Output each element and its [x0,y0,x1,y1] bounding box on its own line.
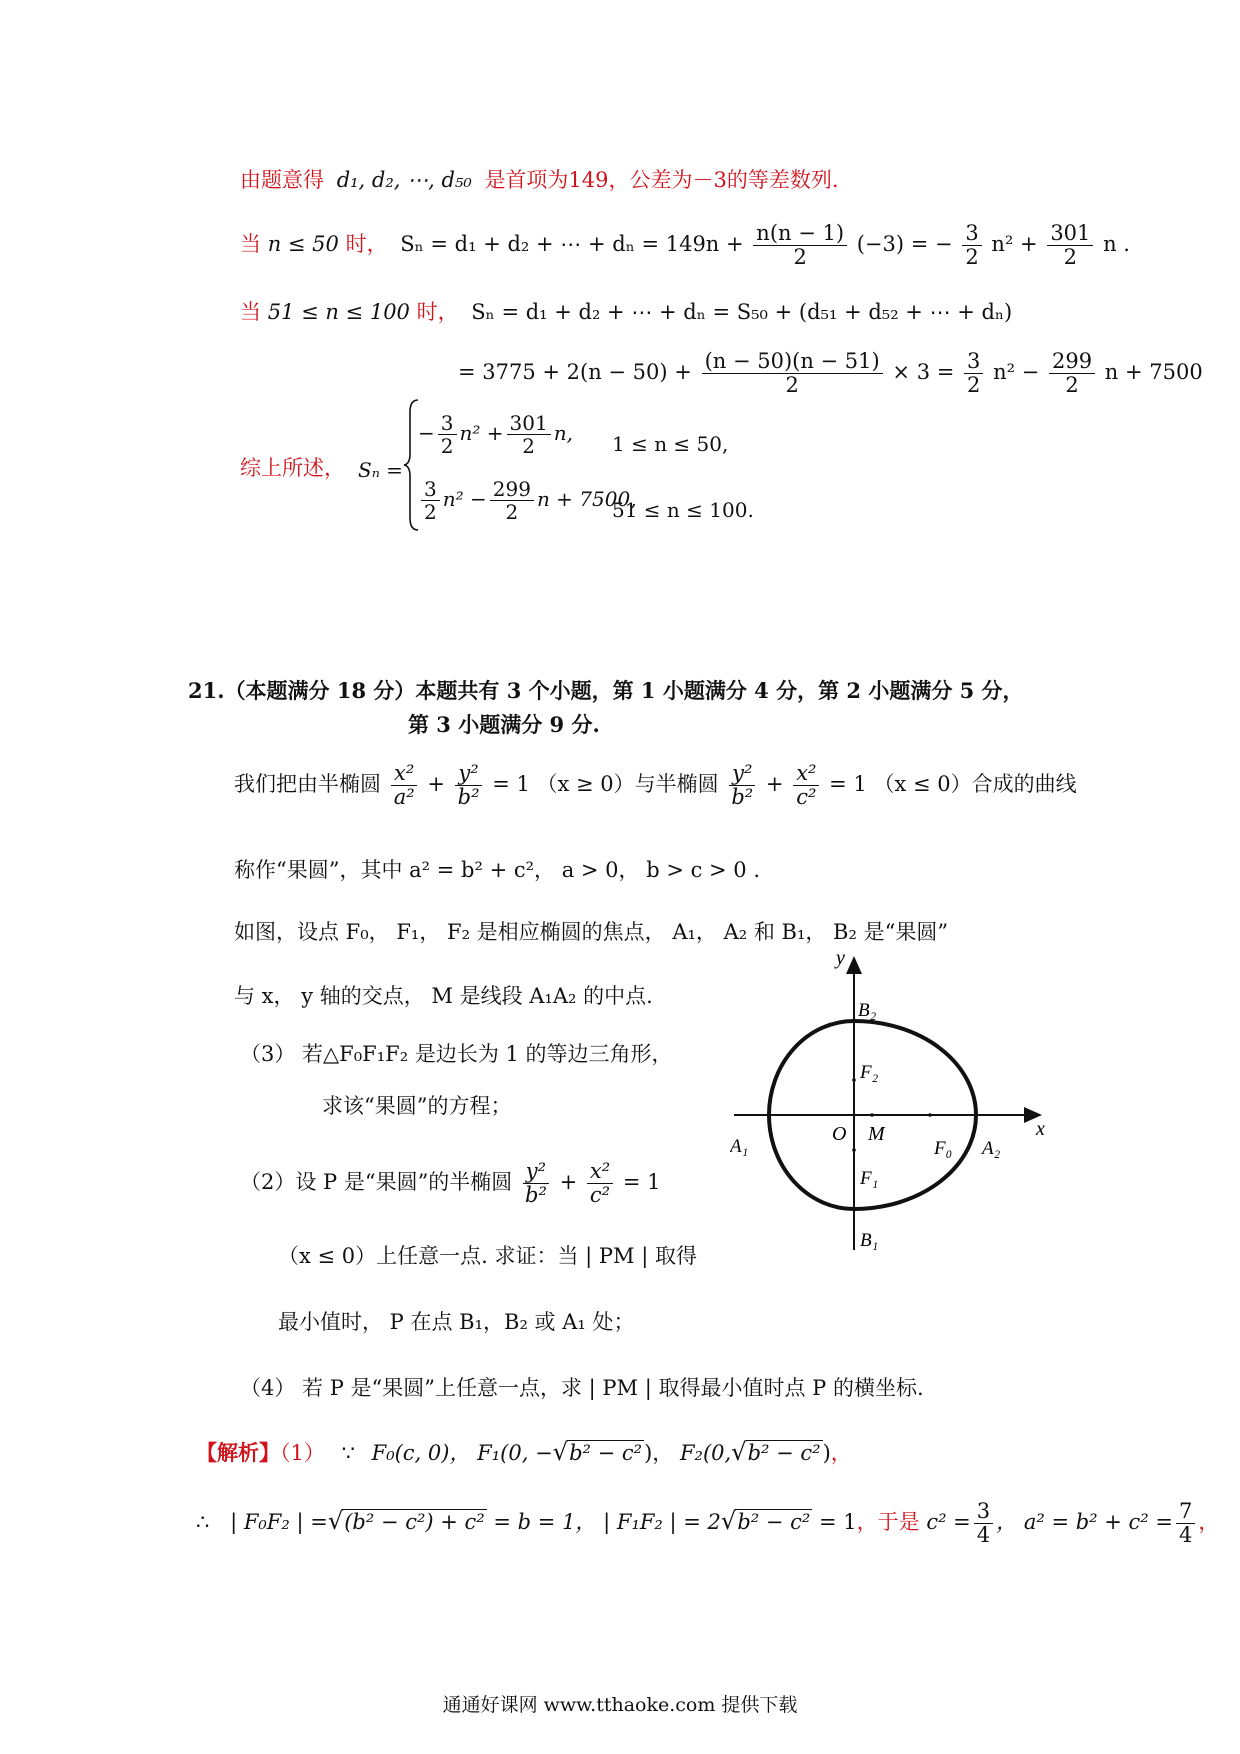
f2-post: ) [822,1441,831,1465]
text: = 1 （x ≥ 0）与半椭圆 [492,772,719,797]
num: x² [587,1160,613,1184]
intro-line [234,762,1077,809]
num: 301 [1047,222,1093,246]
text-prefix: 由题意得 [240,168,324,192]
text-time: 时， [416,300,459,324]
frac-299-2 [1049,350,1095,397]
label-a1: A₁ [730,1136,749,1157]
frac-x2-c2 [587,1160,613,1207]
problem-header-1: 21.（本题满分 18 分）本题共有 3 个小题，第 1 小题满分 4 分，第 2 小题满分 5 分， [188,678,1024,703]
den: 2 [424,500,437,524]
frac-299-2 [490,478,534,523]
den: 2 [522,434,535,458]
q2-line-2: （x ≤ 0）上任意一点. 求证：当 | PM | 取得 [278,1244,697,1268]
solution-line-2 [196,1500,1219,1547]
expr-n2: n² [991,232,1014,257]
expr-lhs: Sₙ = d₁ + d₂ + ⋯ + dₙ = 149n + [400,232,744,257]
text-thus: ，于是 [856,1510,920,1535]
num: (n − 50)(n − 51) [702,350,883,374]
problem-header-2: 第 3 小题满分 9 分. [408,712,600,737]
f1-radicand: b² − c² [569,1441,643,1465]
eq-1: = 1 [819,1510,857,1535]
den: b² [731,785,754,810]
fruit-ellipse-figure [730,950,1060,1260]
math-sequence: d₁, d₂, ⋯, d₅₀ [336,168,472,192]
den: 2 [1065,373,1079,398]
f0f2-abs: | F₀F₂ | = [230,1510,328,1535]
text: （2）设 P 是“果圆”的半椭圆 [240,1170,513,1195]
cond: 51 ≤ n ≤ 100 [267,300,410,324]
den: 2 [785,373,799,398]
q2-line-3: 最小值时， P 在点 B₁，B₂ 或 A₁ 处； [278,1310,635,1334]
label-y: y [836,950,845,969]
den: b² [525,1183,547,1208]
cond: n ≤ 50 [267,232,339,257]
label-a2: A₂ [982,1138,1001,1159]
frac-3-2 [964,350,983,397]
num: n(n − 1) [753,222,847,246]
point-m [870,1113,874,1117]
radicand: b² − c² [737,1510,811,1535]
case-row-1 [418,412,573,457]
frac-product [702,350,883,397]
summary-label: 综上所述， [240,456,345,480]
label-f2: F₂ [860,1062,879,1083]
expr-start: = 3775 + 2(n − 50) + [458,360,692,385]
den: 4 [976,1523,991,1548]
expr-end: n + 7500 [1104,360,1203,385]
frac-x2-a2 [391,762,418,809]
summary-lhs: Sₙ = [358,458,403,482]
f0-coord: F₀(c, 0)， [371,1441,471,1465]
den: 2 [967,373,981,398]
num: 3 [421,478,440,501]
f1-pre: F₁(0, − [477,1441,553,1465]
frac-301-2 [507,412,551,457]
num: 301 [507,412,551,435]
f1f2-abs: | F₁F₂ | = 2 [603,1510,721,1535]
q1-line-2: 求该“果圆”的方程； [322,1094,512,1118]
den: c² [796,785,817,810]
frac-7-4 [1176,1500,1195,1547]
expr-end: n . [1103,232,1130,257]
end: n, [553,421,573,445]
num: y² [523,1160,549,1184]
text-suffix: 是首项为149，公差为－3的等差数列. [484,168,839,192]
num: x² [793,762,819,786]
num: 3 [438,412,457,435]
label-x: x [1036,1118,1045,1140]
radicand: (b² − c²) + c² [344,1510,485,1535]
text: = 1 （x ≤ 0）合成的曲线 [829,772,1077,797]
line-case-n-le-50 [240,222,1130,269]
f1-post: )， [644,1441,674,1465]
den: c² [589,1183,611,1208]
frac-3-4 [974,1500,993,1547]
expr-plus: + [1020,232,1038,257]
den: 2 [965,245,979,270]
den: a² [393,785,415,810]
label-o: O [832,1123,847,1145]
called-line: 称作“果圆”，其中 a² = b² + c²， a > 0， b > c > 0 . [234,858,761,882]
label-b1: B₁ [860,1230,879,1251]
num: 3 [962,222,981,246]
den: 2 [505,500,519,524]
mid: n² + [459,421,504,445]
label-f1: F₁ [860,1168,879,1189]
axis-line: 与 x， y 轴的交点， M 是线段 A₁A₂ 的中点. [234,984,653,1008]
num: 3 [964,350,983,374]
q1-line-1: （3） 若△F₀F₁F₂ 是边长为 1 的等边三角形， [240,1042,673,1066]
num: y² [729,762,755,786]
frac-3-2 [421,478,440,523]
solution-line-1 [196,1438,852,1467]
num: 3 [974,1500,993,1524]
radical-sign: √ [327,1507,344,1536]
radical-sign: √ [720,1507,737,1536]
f2-radicand: b² − c² [747,1441,821,1465]
therefore-symbol: ∴ [196,1510,210,1535]
point-f0 [928,1113,932,1117]
eq: = 1 [622,1170,661,1195]
a2-expr: ， a² = b² + c² = [996,1510,1173,1535]
because-symbol: ∵ [341,1441,355,1465]
q2-line-1 [240,1160,660,1207]
text: 我们把由半椭圆 [234,772,381,797]
line-sequence-def [240,168,839,193]
eq-b: = b = 1， [493,1510,597,1535]
case-cond-1: 1 ≤ n ≤ 50, [612,432,729,456]
frac-3-2 [962,222,981,269]
plus: + [559,1170,578,1195]
f2-pre: F₂(0, [679,1441,732,1465]
expr: Sₙ = d₁ + d₂ + ⋯ + dₙ = S₅₀ + (d₅₁ + d₅₂ + ⋯ + dₙ) [471,300,1013,324]
frac-3-2 [438,412,457,457]
frac-x2-c2 [793,762,819,809]
den: 2 [793,245,807,270]
comma: ， [830,1441,852,1465]
den: 2 [440,434,454,458]
frac-301-2 [1047,222,1093,269]
expr-mid: (−3) = − [856,232,953,257]
den: b² [457,785,480,810]
den: 2 [1063,245,1078,270]
page-footer: 通通好课网 www.tthaoke.com 提供下载 [442,1694,798,1716]
frac-y2-b2 [455,762,483,809]
comma: ， [1198,1510,1220,1535]
mid: n² − [442,487,487,511]
num: 299 [490,478,534,501]
num: 299 [1049,350,1095,374]
line-continuation [458,350,1203,397]
plus: + [427,772,445,797]
radical-sign: √ [731,1438,747,1466]
text-when: 当 [240,300,261,324]
sign: − [418,421,435,445]
num: 7 [1176,1500,1195,1524]
c2: c² = [926,1510,971,1535]
q3-line: （4） 若 P 是“果圆”上任意一点，求 | PM | 取得最小值时点 P 的横坐标. [240,1376,924,1400]
label-f0: F₀ [934,1138,953,1159]
solution-tag: 【解析】 [196,1440,280,1465]
num: y² [455,762,481,786]
radical-sign: √ [552,1438,569,1466]
expr-n2: n² − [993,360,1040,385]
end: n + 7500, [536,487,637,511]
text-when: 当 [240,232,261,257]
label-m: M [868,1123,885,1145]
expr-mid: × 3 = [892,360,955,385]
text-time: 时， [345,232,388,257]
frac-n-n-1 [753,222,847,269]
plus: + [765,772,784,797]
case-row-2 [418,478,637,523]
point-f1 [852,1148,856,1152]
num: x² [391,762,417,786]
line-case-51-100 [240,300,1012,325]
figure-desc-line: 如图，设点 F₀， F₁， F₂ 是相应椭圆的焦点， A₁， A₂ 和 B₁， B₂ 是“果圆” [234,920,949,944]
solution-number: （1） [280,1441,325,1465]
case-cond-2: 51 ≤ n ≤ 100. [612,498,754,522]
frac-y2-b2 [728,762,756,809]
label-b2: B₂ [858,1000,877,1021]
point-f2 [852,1078,856,1082]
den: 4 [1178,1523,1193,1548]
frac-y2-b2 [522,1160,550,1207]
